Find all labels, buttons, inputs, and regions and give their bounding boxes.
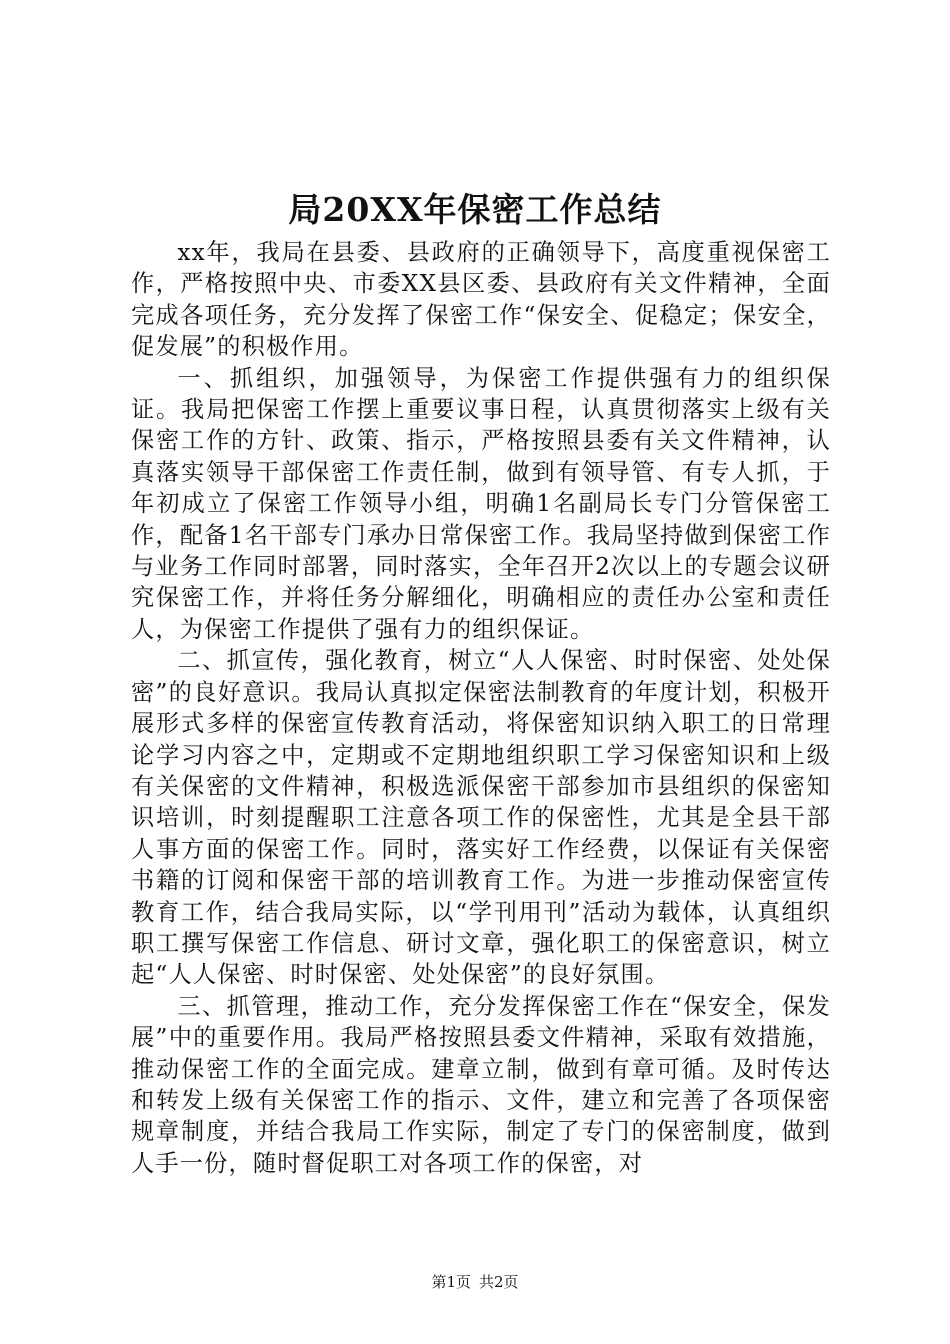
paragraph-section-1: 一、抓组织，加强领导，为保密工作提供强有力的组织保证。我局把保密工作摆上重要议事日程，认真贯彻落实上级有关保密工作的方针、政策、指示，严格按照县委有关文件精神，认真落实领导干部保密工作责任制，做到有领导管、有专人抓，于年初成立了保密工作领导小组，明确1名副局长专门分管保密工作，配备1名干部专门承办日常保密工作。我局坚持做到保密工作与业务工作同时部署，同时落实，全年召开2次以上的专题会议研究保密工作，并将任务分解细化，明确相应的责任办公室和责任人，为保密工作提供了强有力的组织保证。 bbox=[131, 364, 831, 643]
document-body bbox=[131, 237, 831, 1179]
paragraph-section-2: 二、抓宣传，强化教育，树立“人人保密、时时保密、处处保密”的良好意识。我局认真拟定保密法制教育的年度计划，积极开展形式多样的保密宣传教育活动，将保密知识纳入职工的日常理论学习内容之中，定期或不定期地组织职工学习保密知识和上级有关保密的文件精神，积极选派保密干部参加市县组织的保密知识培训，时刻提醒职工注意各项工作的保密性，尤其是全县干部人事方面的保密工作。同时，落实好工作经费，以保证有关保密书籍的订阅和保密干部的培训教育工作。为进一步推动保密宣传教育工作，结合我局实际，以“学刊用刊”活动为载体，认真组织职工撰写保密工作信息、研讨文章，强化职工的保密意识，树立起“人人保密、时时保密、处处保密”的良好氛围。 bbox=[131, 647, 831, 989]
document-title: 局20XX年保密工作总结 bbox=[288, 190, 662, 229]
paragraph-intro: xx年，我局在县委、县政府的正确领导下，高度重视保密工作，严格按照中央、市委XX县区委、县政府有关文件精神，全面完成各项任务，充分发挥了保密工作“保安全、促稳定；保安全，促发展”的积极作用。 bbox=[131, 239, 831, 361]
paragraph-section-3: 三、抓管理，推动工作，充分发挥保密工作在“保安全，保发展”中的重要作用。我局严格按照县委文件精神，采取有效措施，推动保密工作的全面完成。建章立制，做到有章可循。及时传达和转发上级有关保密工作的指示、文件，建立和完善了各项保密规章制度，并结合我局工作实际，制定了专门的保密制度，做到人手一份，随时督促职工对各项工作的保密，对 bbox=[131, 992, 831, 1177]
page-number: 第1页 bbox=[431, 1273, 471, 1291]
page-footer bbox=[0, 1272, 950, 1292]
page-total: 共2页 bbox=[479, 1273, 519, 1291]
